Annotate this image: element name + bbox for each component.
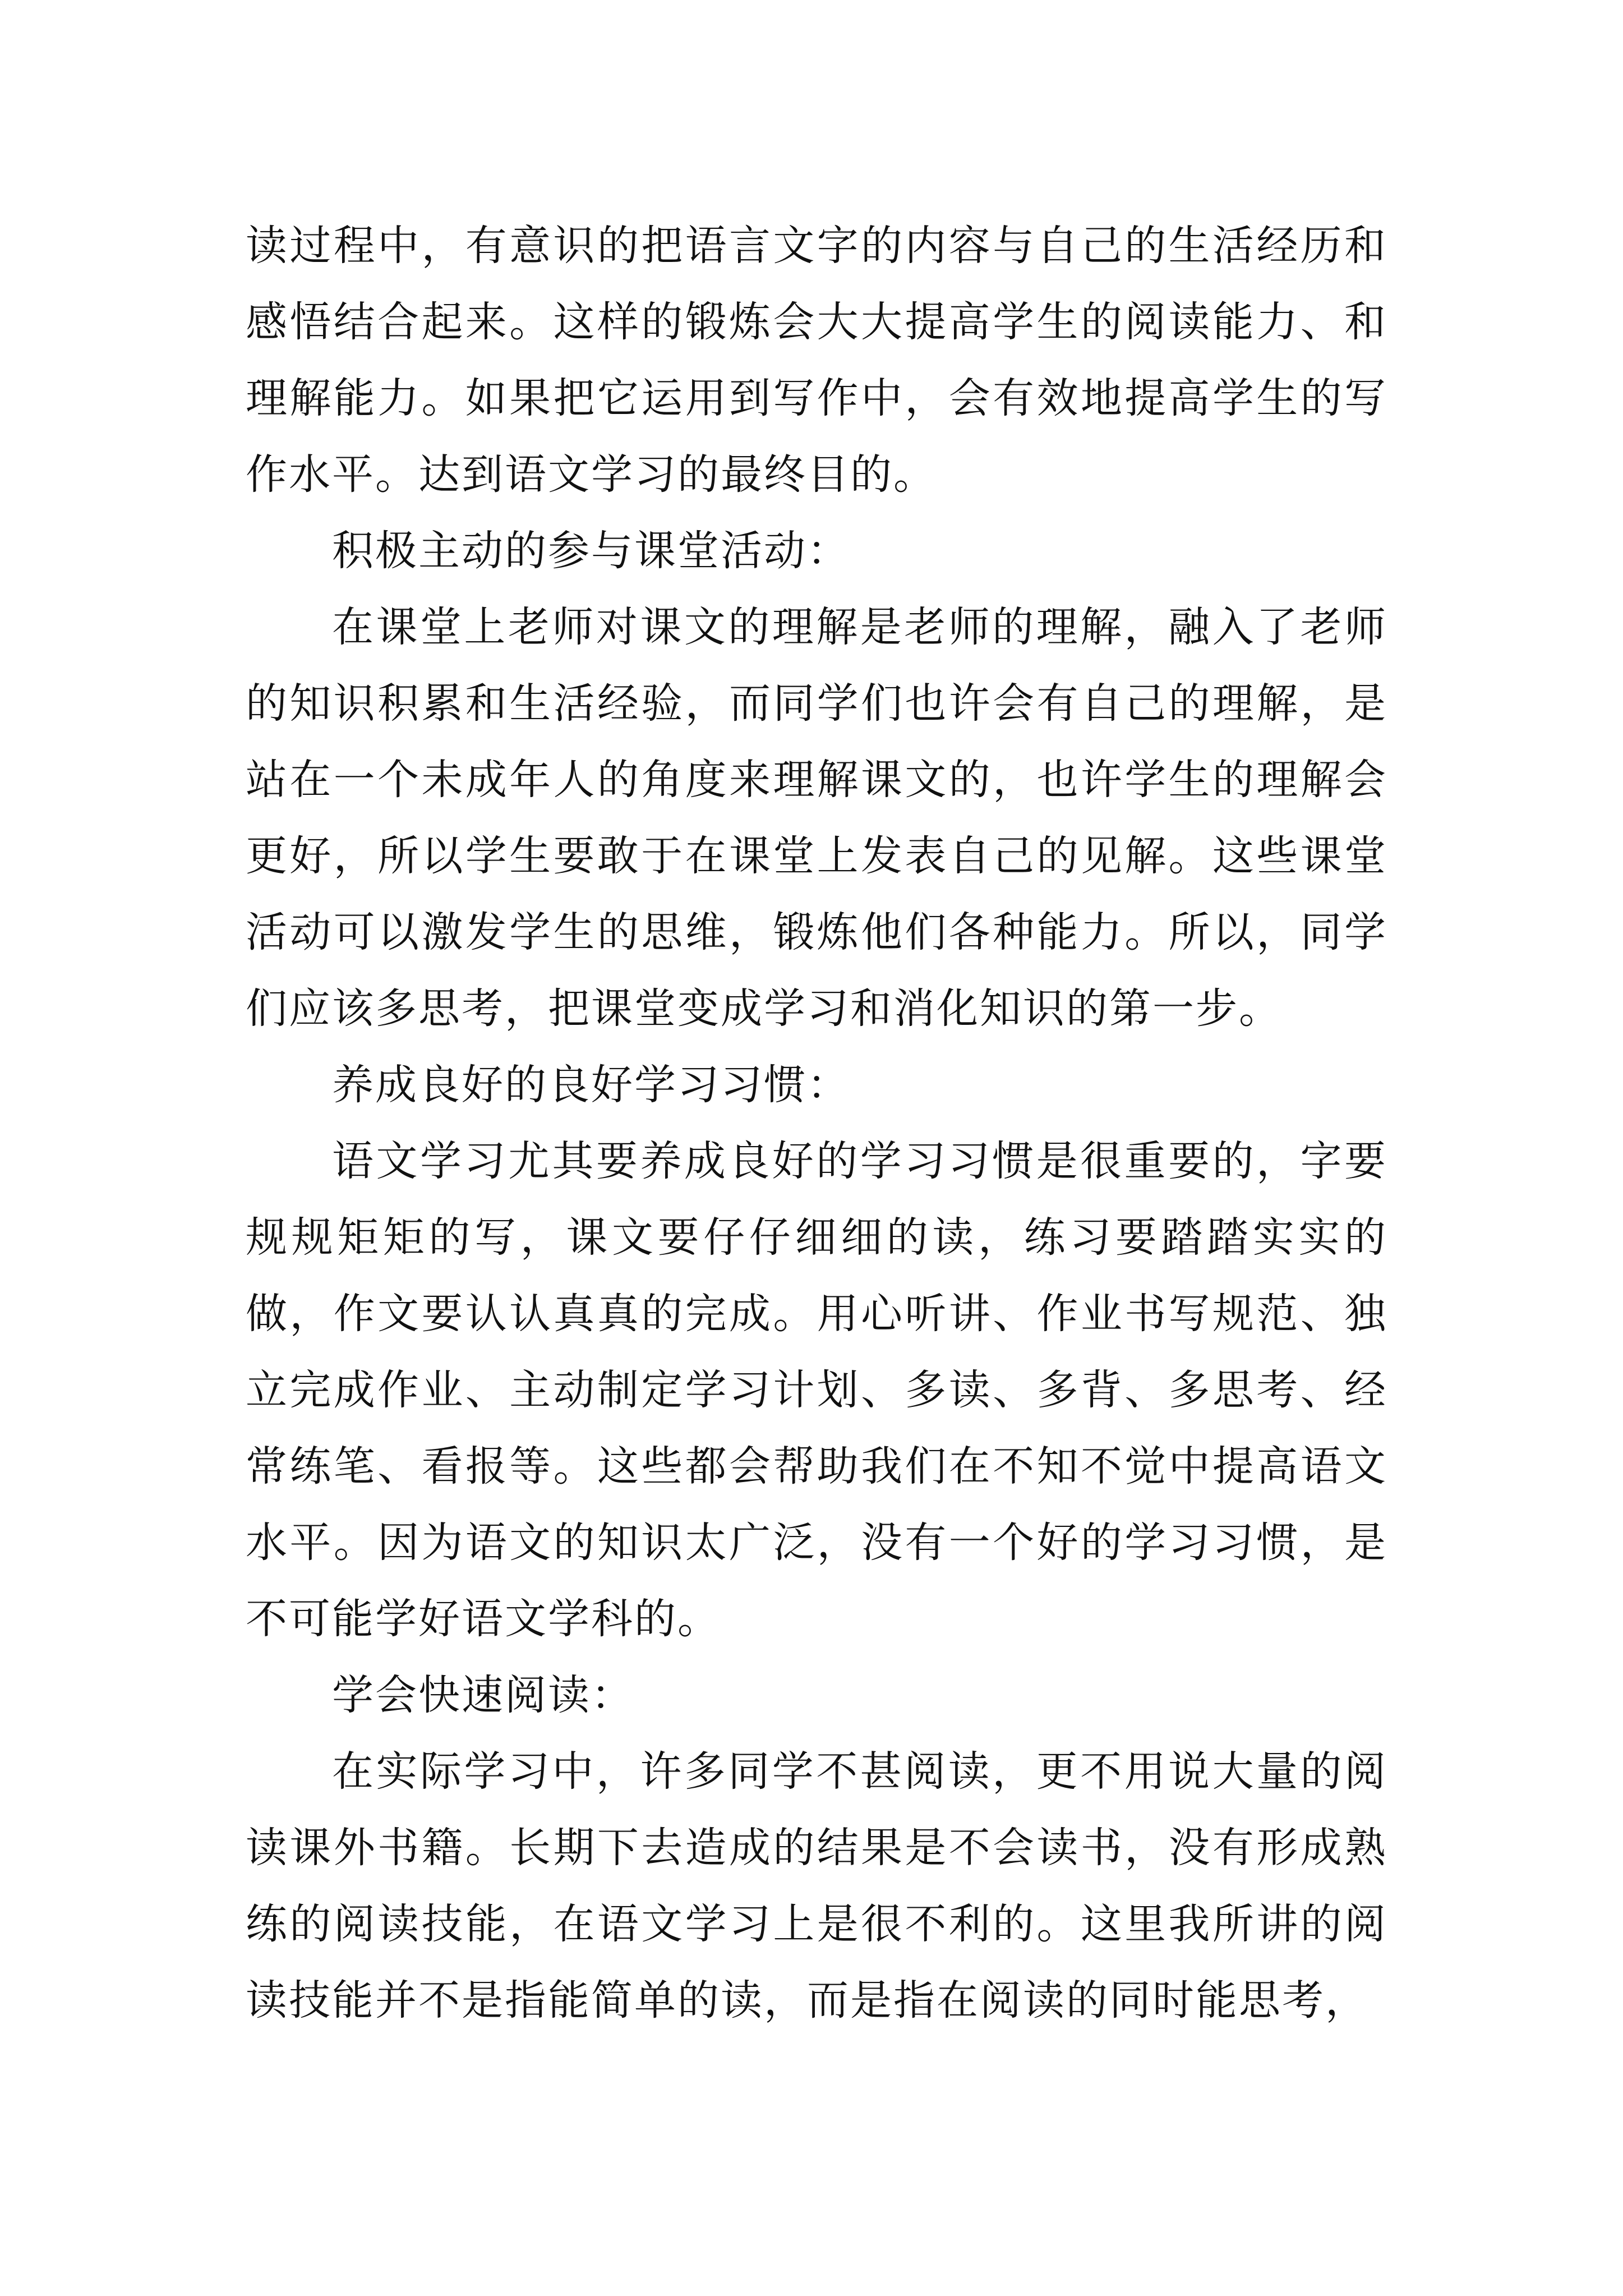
paragraph-reading-skills: 在实际学习中，许多同学不甚阅读，更不用说大量的阅读课外书籍。长期下去造成的结果是不会读书，没有形成熟练的阅读技能，在语文学习上是很不利的。这里我所讲的阅读技能并不是指能简单的读，而是指在阅读的同时能思考， — [246, 1747, 1387, 2024]
paragraph-continuation: 读过程中，有意识的把语言文字的内容与自己的生活经历和感悟结合起来。这样的锻炼会大大提高学生的阅读能力、和理解能力。如果把它运用到写作中，会有效地提高学生的写作水平。达到语文学习的最终目的。 — [246, 222, 1387, 499]
heading-fast-reading: 学会快速阅读： — [332, 1671, 634, 1719]
paragraph-study-habits: 语文学习尤其要养成良好的学习习惯是很重要的，字要规规矩矩的写，课文要仔仔细细的读，练习要踏踏实实的做，作文要认认真真的完成。用心听讲、作业书写规范、独立完成作业、主动制定学习计划、多读、多背、多思考、经常练笔、看报等。这些都会帮助我们在不知不觉中提高语文水平。因为语文的知识太广泛，没有一个好的学习习惯，是不可能学好语文学科的。 — [246, 1137, 1387, 1643]
heading-active-participation: 积极主动的参与课堂活动： — [332, 527, 850, 575]
paragraph-classroom-understanding: 在课堂上老师对课文的理解是老师的理解，融入了老师的知识积累和生活经验，而同学们也许会有自己的理解，是站在一个未成年人的角度来理解课文的，也许学生的理解会更好，所以学生要敢于在课堂上发表自己的见解。这些课堂活动可以激发学生的思维，锻炼他们各种能力。所以，同学们应该多思考，把课堂变成学习和消化知识的第一步。 — [246, 603, 1387, 1033]
document-body — [246, 208, 1387, 2039]
heading-good-habits: 养成良好的良好学习习惯： — [332, 1061, 850, 1109]
